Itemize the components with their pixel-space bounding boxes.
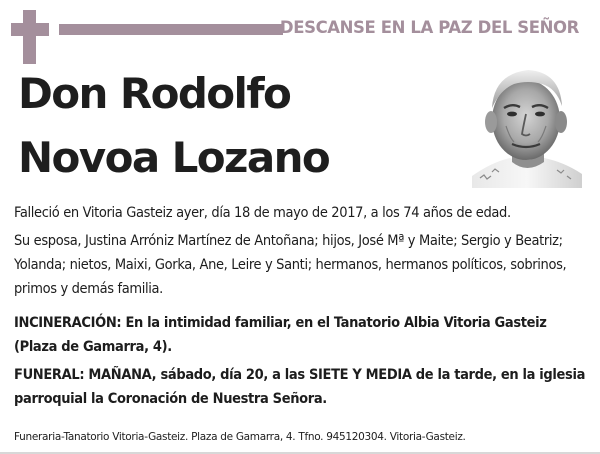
cross-icon xyxy=(23,10,36,64)
cross-icon-arm xyxy=(11,23,49,36)
deceased-name-line2: Novoa Lozano xyxy=(18,133,330,182)
header-title: DESCANSE EN LA PAZ DEL SEÑOR xyxy=(279,18,579,37)
funeral-info: FUNERAL: MAÑANA, sábado, día 20, a las SIETE Y MEDIA de la tarde, en la iglesia parroquial la Coronación de Nuestra Señora. xyxy=(14,367,586,407)
header-divider-bar xyxy=(59,24,283,35)
deceased-name-line1: Don Rodolfo xyxy=(18,69,291,118)
funeral-home-footer: Funeraria-Tanatorio Vitoria-Gasteiz. Plaza de Gamarra, 4. Tfno. 945120304. Vitoria-Gasteiz. xyxy=(14,431,466,443)
family-list: Su esposa, Justina Arróniz Martínez de Antoñana; hijos, José Mª y Maite; Sergio y Beatriz; Yolanda; nietos, Maixi, Gorka, Ane, Leire y Santi; hermanos, hermanos políticos, sobrinos, primos y demás familia. xyxy=(14,233,567,297)
deceased-photo xyxy=(472,58,582,188)
cremation-info: INCINERACIÓN: En la intimidad familiar, en el Tanatorio Albia Vitoria Gasteiz (Plaza de Gamarra, 4). xyxy=(14,315,547,355)
death-notice: Falleció en Vitoria Gasteiz ayer, día 18 de mayo de 2017, a los 74 años de edad. xyxy=(14,205,511,221)
